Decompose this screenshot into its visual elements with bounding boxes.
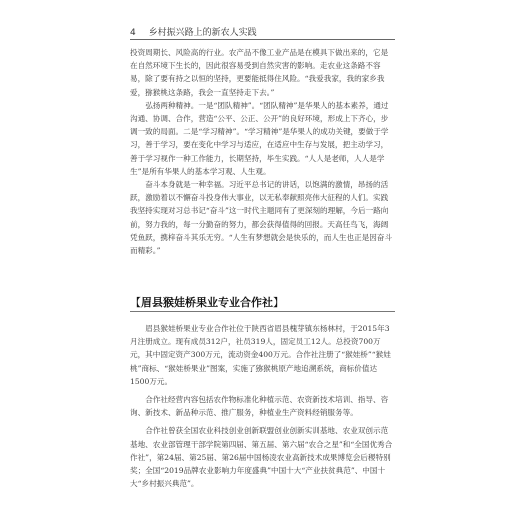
heading-bracket-open: 【 <box>130 296 141 309</box>
body-text-part1 <box>130 46 395 257</box>
book-title: 乡村振兴路上的新农人实践 <box>148 28 257 38</box>
body-text-part2 <box>130 322 395 490</box>
page-number: 4 <box>130 28 136 38</box>
heading-bracket-close: 】 <box>273 296 284 309</box>
section-divider <box>130 311 395 312</box>
paragraph: 合作社曾获全国农业科技创业创新联盟创业创新实训基地、农业双创示范基地、农业部管理干部学院第四届、第五届、第六届“农合之星”和“全国优秀合作社”，第24届、第25届、第26届中国杨凌农业高新技术成果博览会后稷特别奖；全国“2019品牌农业影响力年度盛典”中国十大“产业扶贫典范”、中国十大“乡村振兴典范”。 <box>130 426 393 489</box>
section-heading-text: 眉县猴娃桥果业专业合作社 <box>141 296 273 309</box>
paragraph: 合作社经营内容包括农作物标准化种植示范、农资新技术培训、指导、咨询、新技术、新品种示范、推广服务，种植业生产资料经销服务等。 <box>130 395 389 418</box>
paragraph: 眉县猴娃桥果业专业合作社位于陕西省眉县槐芽镇东杨林村，于2015年3月注册成立。现有成员312户，社员319人，固定员工12人。总投资700万元，其中固定资产300万元，流动资金400万元。合作社注册了“猴娃桥”“猴娃桃”商标、“猴娃桥果业”图案，实施了猕猴桃原产地追溯系统，商标价值达1500万元。 <box>130 324 391 386</box>
paragraph: 投资周期长、风险高的行业。农产品不像工业产品是在模具下做出来的，它是在自然环境下生长的，因此很容易受到自然灾害的影响。走农业这条路不容易，除了要有持之以恒的坚持，更要能抵得住风险。“我爱我家，我的家乡我爱，猕猴桃这条路，我会一直坚持走下去。” <box>130 48 389 97</box>
paragraph: 奋斗本身就是一种幸福。习近平总书记的讲话，以饱满的激情，昂扬的活跃，激励着以不懈奋斗投身伟大事业，以无私奉献照亮伟大征程的人们。实践我坚持实现对习总书记“奋斗”这一时代主题同有了更深刻的理解，今后一路向前，努力我的，每一分勤奋的努力，都会获得值得的回报。天高任鸟飞，海阔凭鱼跃，携梓奋斗其乐无穷。“人生有梦想就会是快乐的，而人生也正是因奋斗而精彩。” <box>130 180 393 256</box>
paragraph: 弘扬两种精神。一是“团队精神”。“团队精神”是华果人的基本素养，通过沟通、协调、合作，营造“公平、公正、公开”的良好环境，形成上下齐心，步调一致的局面。二是“学习精神”。“学习精神”是华果人的成功关键，要做于学习，善于学习，要在变化中学习与适应，在适应中生存与发展，把主动学习，善于学习视作一种工作能力，长期坚持，毕生实践。“人人是老师，人人是学生”是所有华果人的基本学习观、人生观。 <box>130 100 389 176</box>
running-header <box>130 25 257 38</box>
header-divider <box>130 39 395 40</box>
section-heading <box>130 294 395 310</box>
